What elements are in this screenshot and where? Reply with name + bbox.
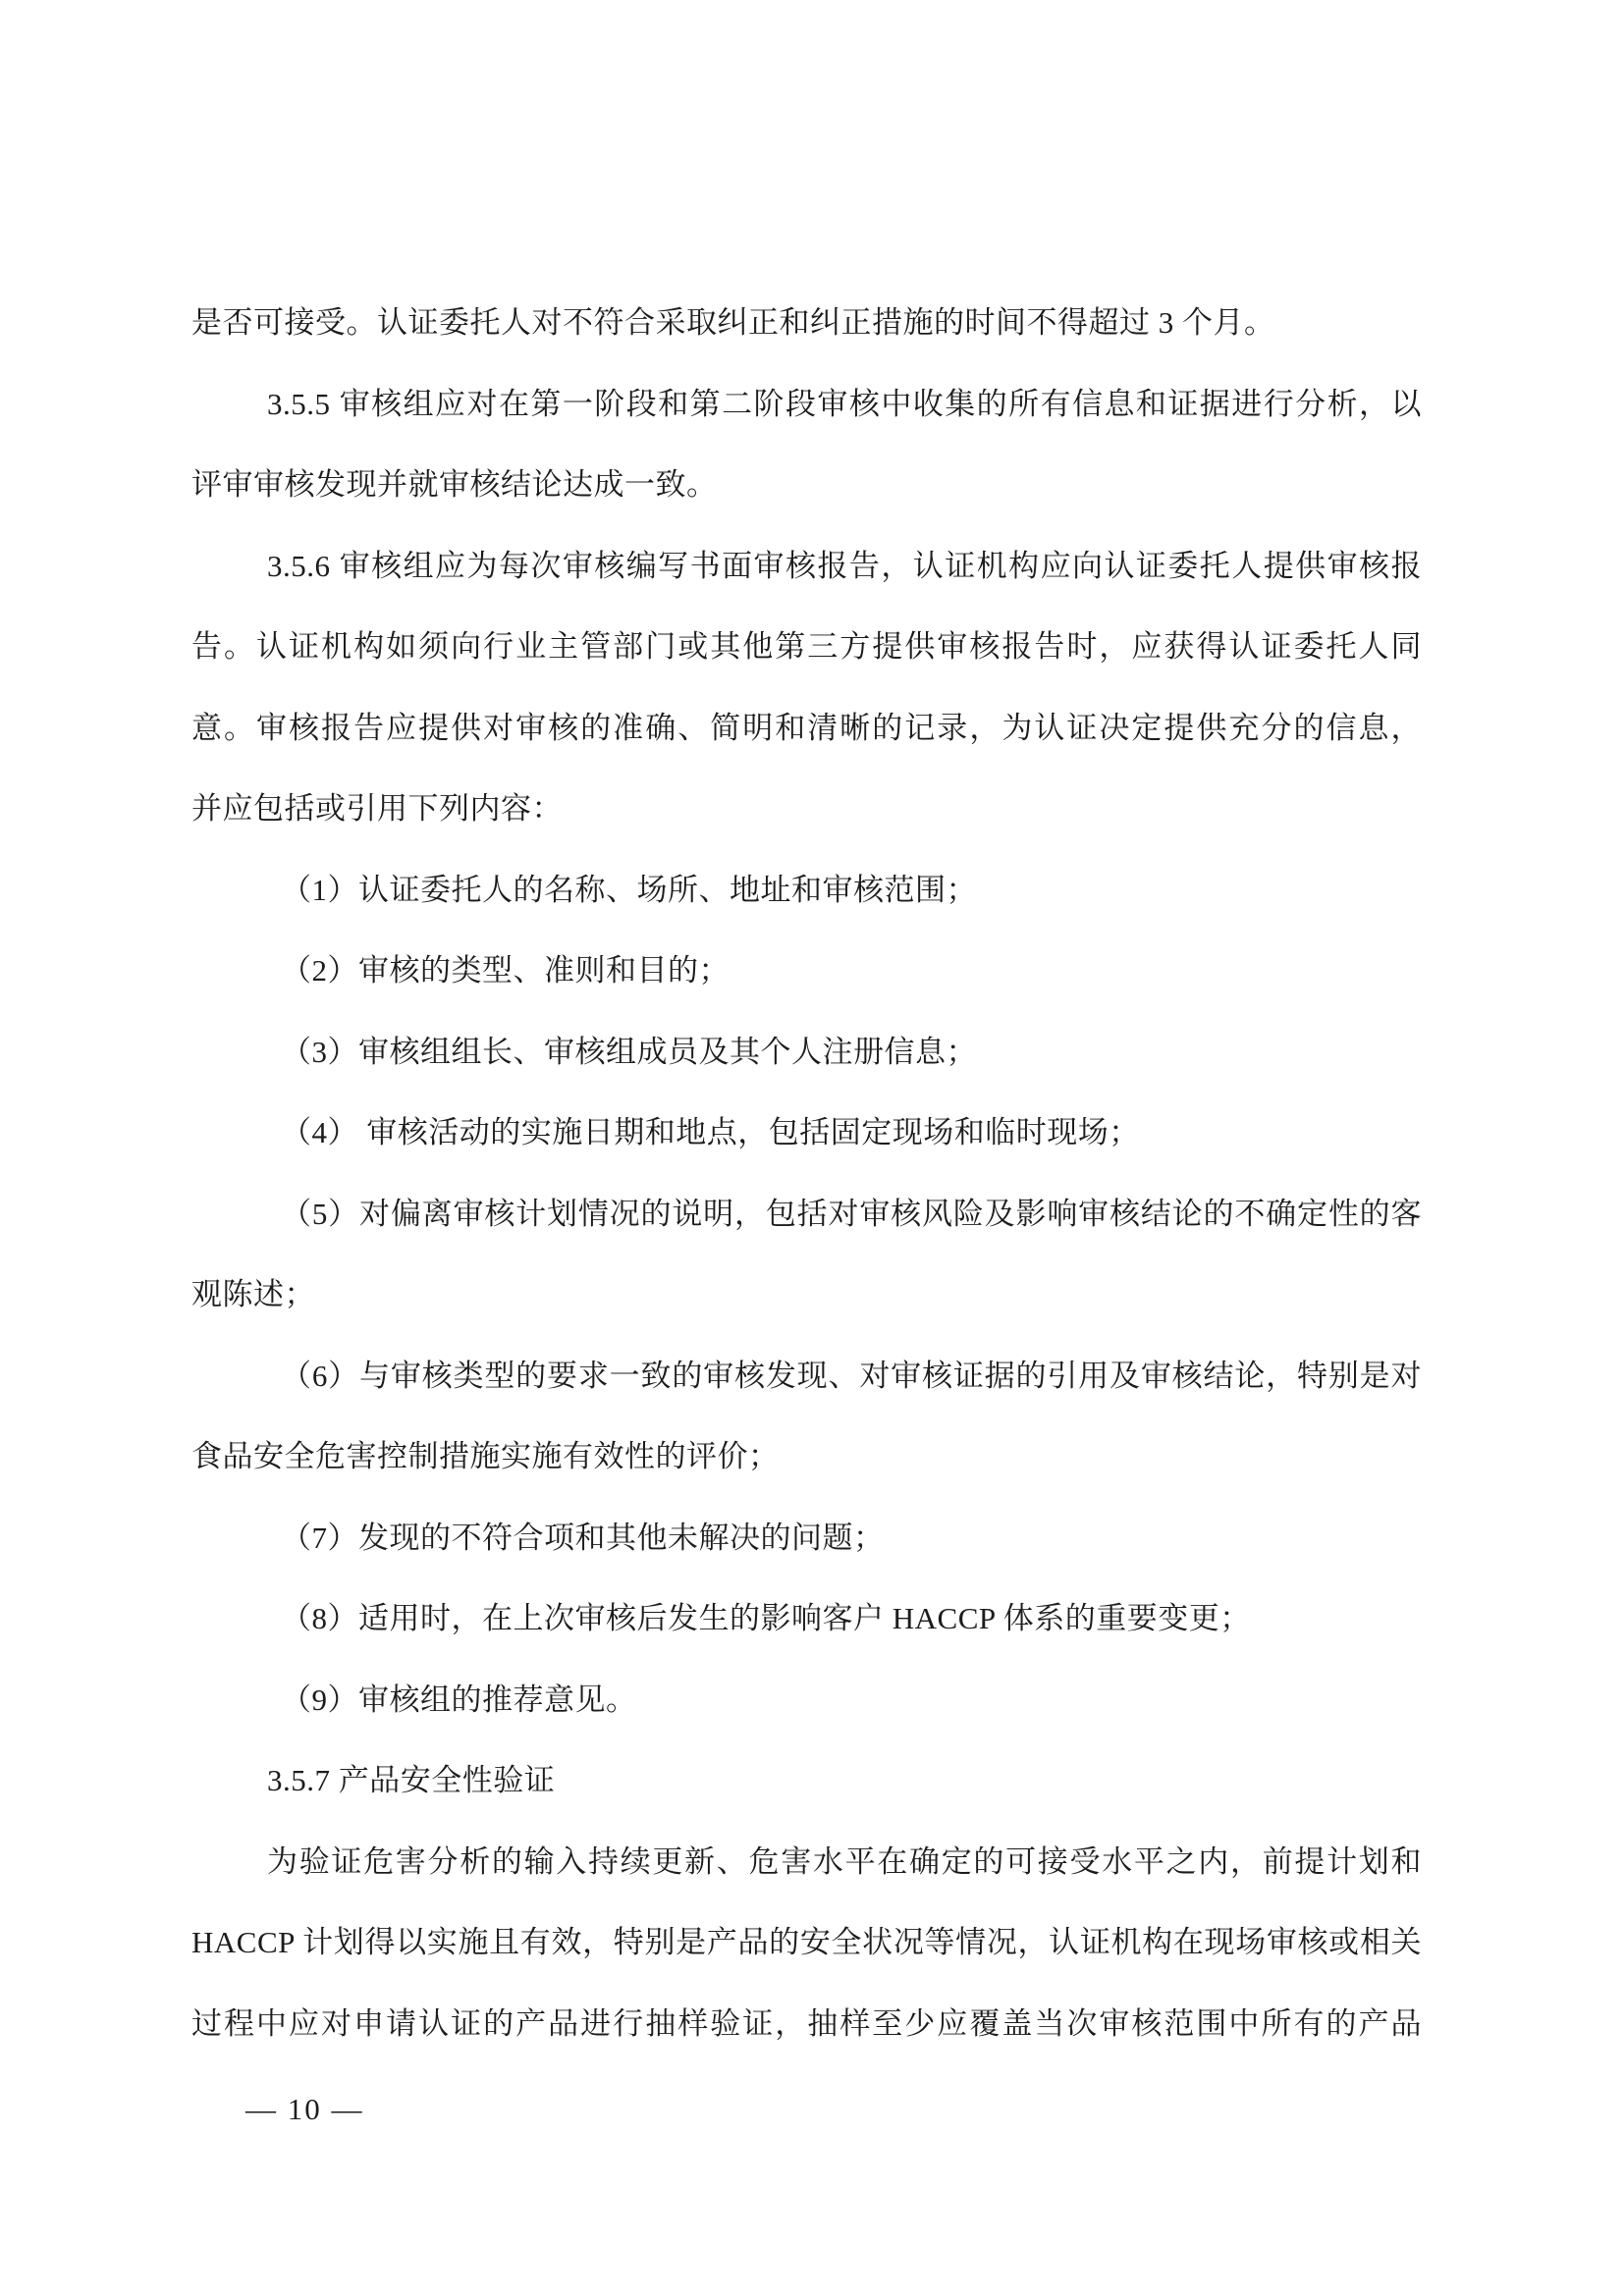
text-line: （6）与审核类型的要求一致的审核发现、对审核证据的引用及审核结论，特别是对	[281, 1358, 1422, 1393]
text-line: 为验证危害分析的输入持续更新、危害水平在确定的可接受水平之内，前提计划和	[267, 1843, 1422, 1879]
text-line: （5）对偏离审核计划情况的说明，包括对审核风险及影响审核结论的不确定性的客	[281, 1196, 1422, 1231]
text-line: 告。认证机构如须向行业主管部门或其他第三方提供审核报告时，应获得认证委托人同	[191, 629, 1422, 664]
text-block	[191, 283, 1422, 2064]
text-line: （1）认证委托人的名称、场所、地址和审核范围；	[281, 872, 977, 907]
text-line: （7）发现的不符合项和其他未解决的问题；	[281, 1520, 885, 1555]
page-number: — 10 —	[245, 2092, 364, 2126]
text-line: 评审审核发现并就审核结论达成一致。	[191, 467, 718, 502]
text-line: 3.5.6 审核组应为每次审核编写书面审核报告，认证机构应向认证委托人提供审核报	[267, 548, 1422, 583]
text-line: （2）审核的类型、准则和目的；	[281, 953, 730, 988]
text-line: 过程中应对申请认证的产品进行抽样验证，抽样至少应覆盖当次审核范围中所有的产品	[191, 2005, 1422, 2041]
text-line: 是否可接受。认证委托人对不符合采取纠正和纠正措施的时间不得超过 3 个月。	[191, 305, 1275, 340]
text-line: 意。审核报告应提供对审核的准确、简明和清晰的记录，为认证决定提供充分的信息，	[191, 710, 1422, 745]
text-line: 3.5.7 产品安全性验证	[267, 1763, 556, 1797]
text-line: 3.5.5 审核组应对在第一阶段和第二阶段审核中收集的所有信息和证据进行分析，以	[267, 386, 1422, 421]
text-line: （9）审核组的推荐意见。	[281, 1682, 637, 1717]
text-line: （3）审核组组长、审核组成员及其个人注册信息；	[281, 1034, 977, 1069]
text-line: 观陈述；	[191, 1277, 315, 1311]
text-line: 食品安全危害控制措施实施有效性的评价；	[191, 1439, 780, 1473]
text-line: HACCP 计划得以实施且有效，特别是产品的安全状况等情况，认证机构在现场审核或相关	[191, 1925, 1422, 1959]
text-line: （8）适用时，在上次审核后发生的影响客户 HACCP 体系的重要变更；	[281, 1601, 1251, 1635]
text-line: （4） 审核活动的实施日期和地点，包括固定现场和临时现场；	[281, 1115, 1140, 1149]
text-line: 并应包括或引用下列内容：	[191, 791, 563, 826]
